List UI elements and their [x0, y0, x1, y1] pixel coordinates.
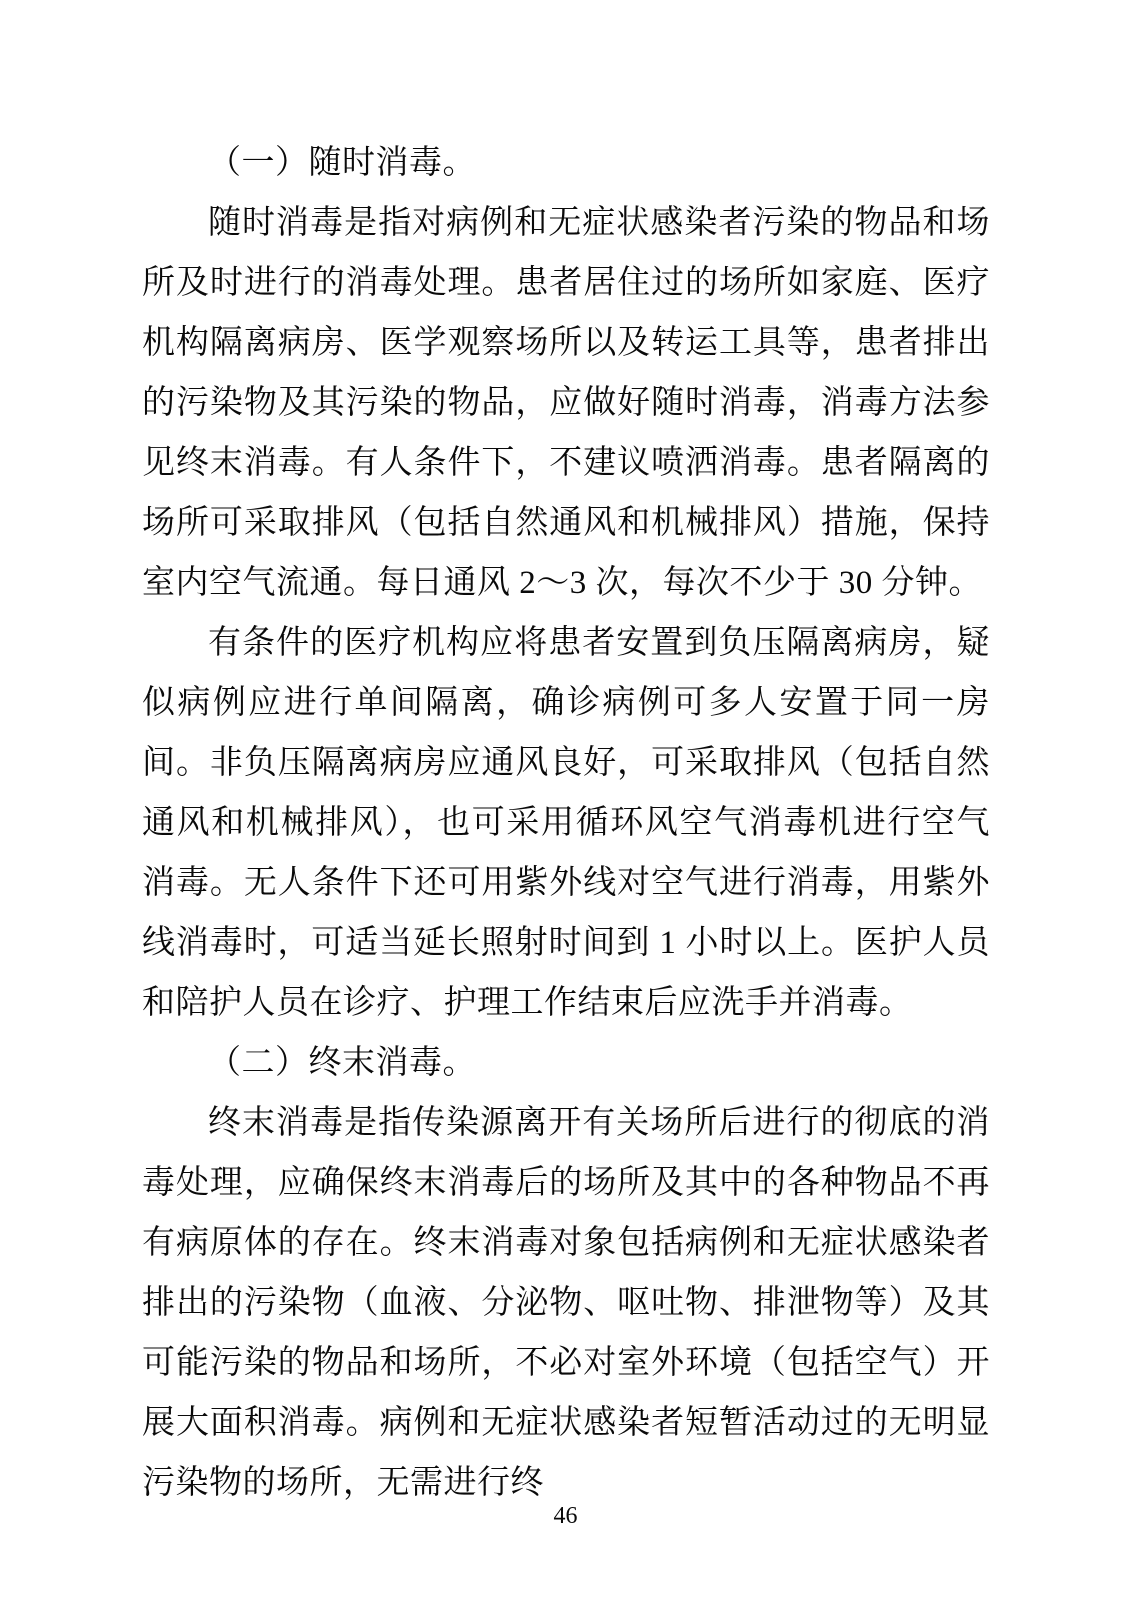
section-heading-terminal-disinfection: （二）终末消毒。: [208, 1045, 476, 1081]
page-number: 46: [553, 1503, 578, 1529]
page-footer: [0, 1497, 1131, 1530]
paragraph-instant-disinfection-1: 随时消毒是指对病例和无症状感染者污染的物品和场所及时进行的消毒处理。患者居住过的场所如家庭、医疗机构隔离病房、医学观察场所以及转运工具等，患者排出的污染物及其污染的物品，应做好随时消毒，消毒方法参见终末消毒。有人条件下，不建议喷洒消毒。患者隔离的场所可采取排风（包括自然通风和机械排风）措施，保持室内空气流通。每日通风 2～3 次，每次不少于 30 分钟。: [142, 205, 990, 601]
section-terminal-disinfection: [142, 1033, 990, 1513]
section-instant-disinfection: [142, 133, 990, 1033]
paragraph-terminal-disinfection-1: 终末消毒是指传染源离开有关场所后进行的彻底的消毒处理，应确保终末消毒后的场所及其中的各种物品不再有病原体的存在。终末消毒对象包括病例和无症状感染者排出的污染物（血液、分泌物、呕吐物、排泄物等）及其可能污染的物品和场所，不必对室外环境（包括空气）开展大面积消毒。病例和无症状感染者短暂活动过的无明显污染物的场所，无需进行终: [142, 1105, 990, 1501]
section-heading-instant-disinfection: （一）随时消毒。: [208, 145, 476, 181]
paragraph-instant-disinfection-2: 有条件的医疗机构应将患者安置到负压隔离病房，疑似病例应进行单间隔离，确诊病例可多人安置于同一房间。非负压隔离病房应通风良好，可采取排风（包括自然通风和机械排风），也可采用循环风空气消毒机进行空气消毒。无人条件下还可用紫外线对空气进行消毒，用紫外线消毒时，可适当延长照射时间到 1 小时以上。医护人员和陪护人员在诊疗、护理工作结束后应洗手并消毒。: [142, 625, 990, 1021]
